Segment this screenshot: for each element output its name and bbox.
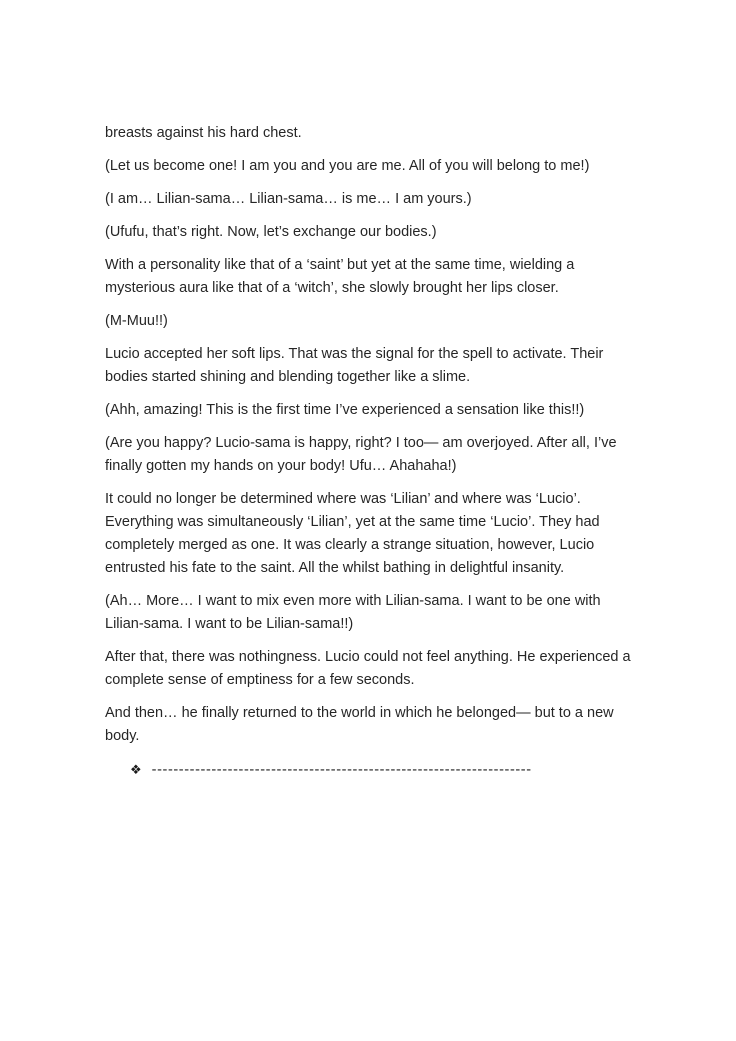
paragraph: (Are you happy? Lucio-sama is happy, right? I too— am overjoyed. After all, I’ve finally gotten my hands on your body! Ufu… Ahahaha!) (105, 435, 617, 474)
paragraph: (Ahh, amazing! This is the first time I’ve experienced a sensation like this!!) (105, 402, 585, 418)
paragraph: And then… he finally returned to the world in which he belonged— but to a new body. (105, 705, 614, 744)
paragraph: (I am… Lilian-sama… Lilian-sama… is me… I am yours.) (105, 191, 472, 207)
paragraph: (M-Muu!!) (105, 313, 168, 329)
paragraph: With a personality like that of a ‘saint’ but yet at the same time, wielding a mysterious aura like that of a ‘witch’, she slowly brought her lips closer. (105, 257, 575, 296)
paragraph: (Ah… More… I want to mix even more with Lilian-sama. I want to be one with Lilian-sama. I want to be Lilian-sama!!) (105, 593, 601, 632)
paragraph: Lucio accepted her soft lips. That was the signal for the spell to activate. Their bodies started shining and blending together like a slime. (105, 346, 604, 385)
paragraph: (Ufufu, that’s right. Now, let’s exchange our bodies.) (105, 224, 437, 240)
divider-dashes: ---------------------------------------------------------------------- (151, 762, 532, 778)
paragraph: It could no longer be determined where was ‘Lilian’ and where was ‘Lucio’. Everything was simultaneously ‘Lilian’, yet at the same time ‘Lucio’. They had completely merged as one. It was clearly a strange situation, however, Lucio entrusted his fate to the saint. All the whilst bathing in delightful insanity. (105, 491, 600, 576)
diamond-bullet-icon: ❖ (130, 762, 142, 777)
paragraph: breasts against his hard chest. (105, 125, 302, 141)
text-content (105, 122, 638, 792)
section-divider (105, 758, 638, 782)
paragraph: (Let us become one! I am you and you are me. All of you will belong to me!) (105, 158, 590, 174)
paragraph: After that, there was nothingness. Lucio could not feel anything. He experienced a complete sense of emptiness for a few seconds. (105, 649, 631, 688)
